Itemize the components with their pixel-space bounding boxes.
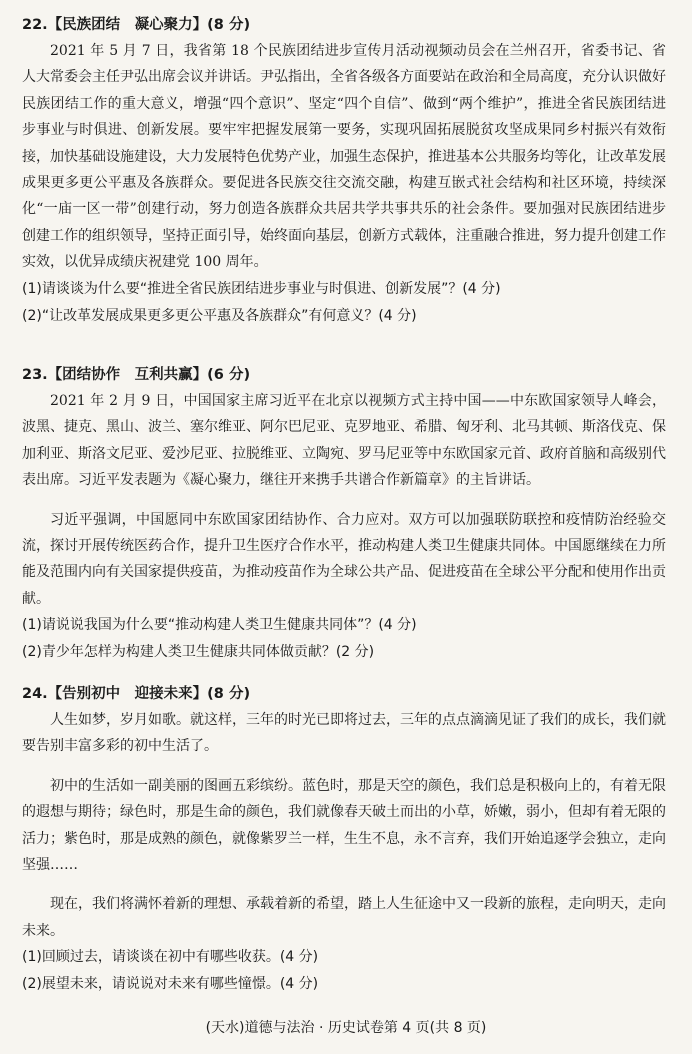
page-footer: (天水)道德与法治 · 历史试卷第 4 页(共 8 页) [205, 1020, 487, 1036]
question-22 [22, 12, 666, 330]
question-24 [22, 681, 666, 998]
subquestion: (2)“让改革发展成果更多更公平惠及各族群众”有何意义？(4 分) [22, 307, 417, 324]
subquestion: (1)回顾过去，请谈谈在初中有哪些收获。(4 分) [22, 949, 319, 966]
material-paragraph: 2021 年 5 月 7 日，我省第 18 个民族团结进步宣传月活动视频动员会在兰州召开，省委书记、省人大常委会主任尹弘出席会议并讲话。尹弘指出，全省各级各方面要站在政治和全局高度，充分认识做好民族团结工作的重大意义，增强“四个意识”、坚定“四个自信”、做到“两个维护”，推进全省民族团结进步事业与时俱进、创新发展。要牢牢把握发展第一要务，实现巩固拓展脱贫攻坚成果同乡村振兴有效衔接，加快基础设施建设，大力发展特色优势产业，加强生态保护，推进基本公共服务均等化，让改革发展成果更多更公平惠及各族群众。要促进各民族交往交流交融，构建互嵌式社会结构和社区环境，持续深化“一庙一区一带”创建行动，努力创造各族群众共居共学共事共乐的社会条件。要加强对民族团结进步创建工作的组织领导，坚持正面引导，始终面向基层，创新方式载体，注重融合推进，努力提升创建工作实效，以优异成绩庆祝建党 100 周年。 [22, 43, 666, 271]
material-paragraph: 习近平强调，中国愿同中东欧国家团结协作、合力应对。双方可以加强联防联控和疫情防治经验交流，探讨开展传统医药合作，提升卫生医疗合作水平，推动构建人类卫生健康共同体。中国愿继续在力所能及范围内向有关国家提供疫苗，为推动疫苗作为全球公共产品、促进疫苗在全球公平分配和使用作出贡献。 [22, 511, 666, 607]
subquestion: (1)请说说我国为什么要“推动构建人类卫生健康共同体”？(4 分) [22, 617, 417, 634]
material-paragraph: 初中的生活如一副美丽的图画五彩缤纷。蓝色时，那是天空的颜色，我们总是积极向上的，有着无限的遐想与期待；绿色时，那是生命的颜色，我们就像春天破土而出的小草，娇嫩，弱小，但却有着无限的活力；紫色时，那是成熟的颜色，就像紫罗兰一样，生生不息，永不言弃，我们开始追逐学会独立，走向坚强…… [22, 777, 666, 874]
material-paragraph: 人生如梦，岁月如歌。就这样，三年的时光已即将过去，三年的点点滴滴见证了我们的成长，我们就要告别丰富多彩的初中生活了。 [22, 712, 666, 755]
question-title: 24.【告别初中 迎接未来】(8 分) [22, 686, 251, 702]
subquestion: (2)展望未来，请说说对未来有哪些憧憬。(4 分) [22, 976, 319, 993]
material-paragraph: 2021 年 2 月 9 日，中国国家主席习近平在北京以视频方式主持中国——中东欧国家领导人峰会，波黑、捷克、黑山、波兰、塞尔维亚、阿尔巴尼亚、克罗地亚、希腊、匈牙利、北马其顿、斯洛伐克、保加利亚、斯洛文尼亚、爱沙尼亚、拉脱维亚、立陶宛、罗马尼亚等中东欧国家元首、政府首脑和高级别代表出席。习近平发表题为《凝心聚力，继往开来携手共谱合作新篇章》的主旨讲话。 [22, 393, 666, 489]
subquestion: (2)青少年怎样为构建人类卫生健康共同体做贡献？(2 分) [22, 644, 375, 661]
question-title: 23.【团结协作 互利共赢】(6 分) [22, 367, 251, 383]
material-paragraph: 现在，我们将满怀着新的理想、承载着新的希望，踏上人生征途中又一段新的旅程，走向明天，走向未来。 [22, 896, 666, 939]
question-23 [22, 362, 666, 666]
subquestion: (1)请谈谈为什么要“推进全省民族团结进步事业与时俱进、创新发展”？(4 分) [22, 280, 501, 297]
question-title: 22.【民族团结 凝心聚力】(8 分) [22, 17, 251, 33]
